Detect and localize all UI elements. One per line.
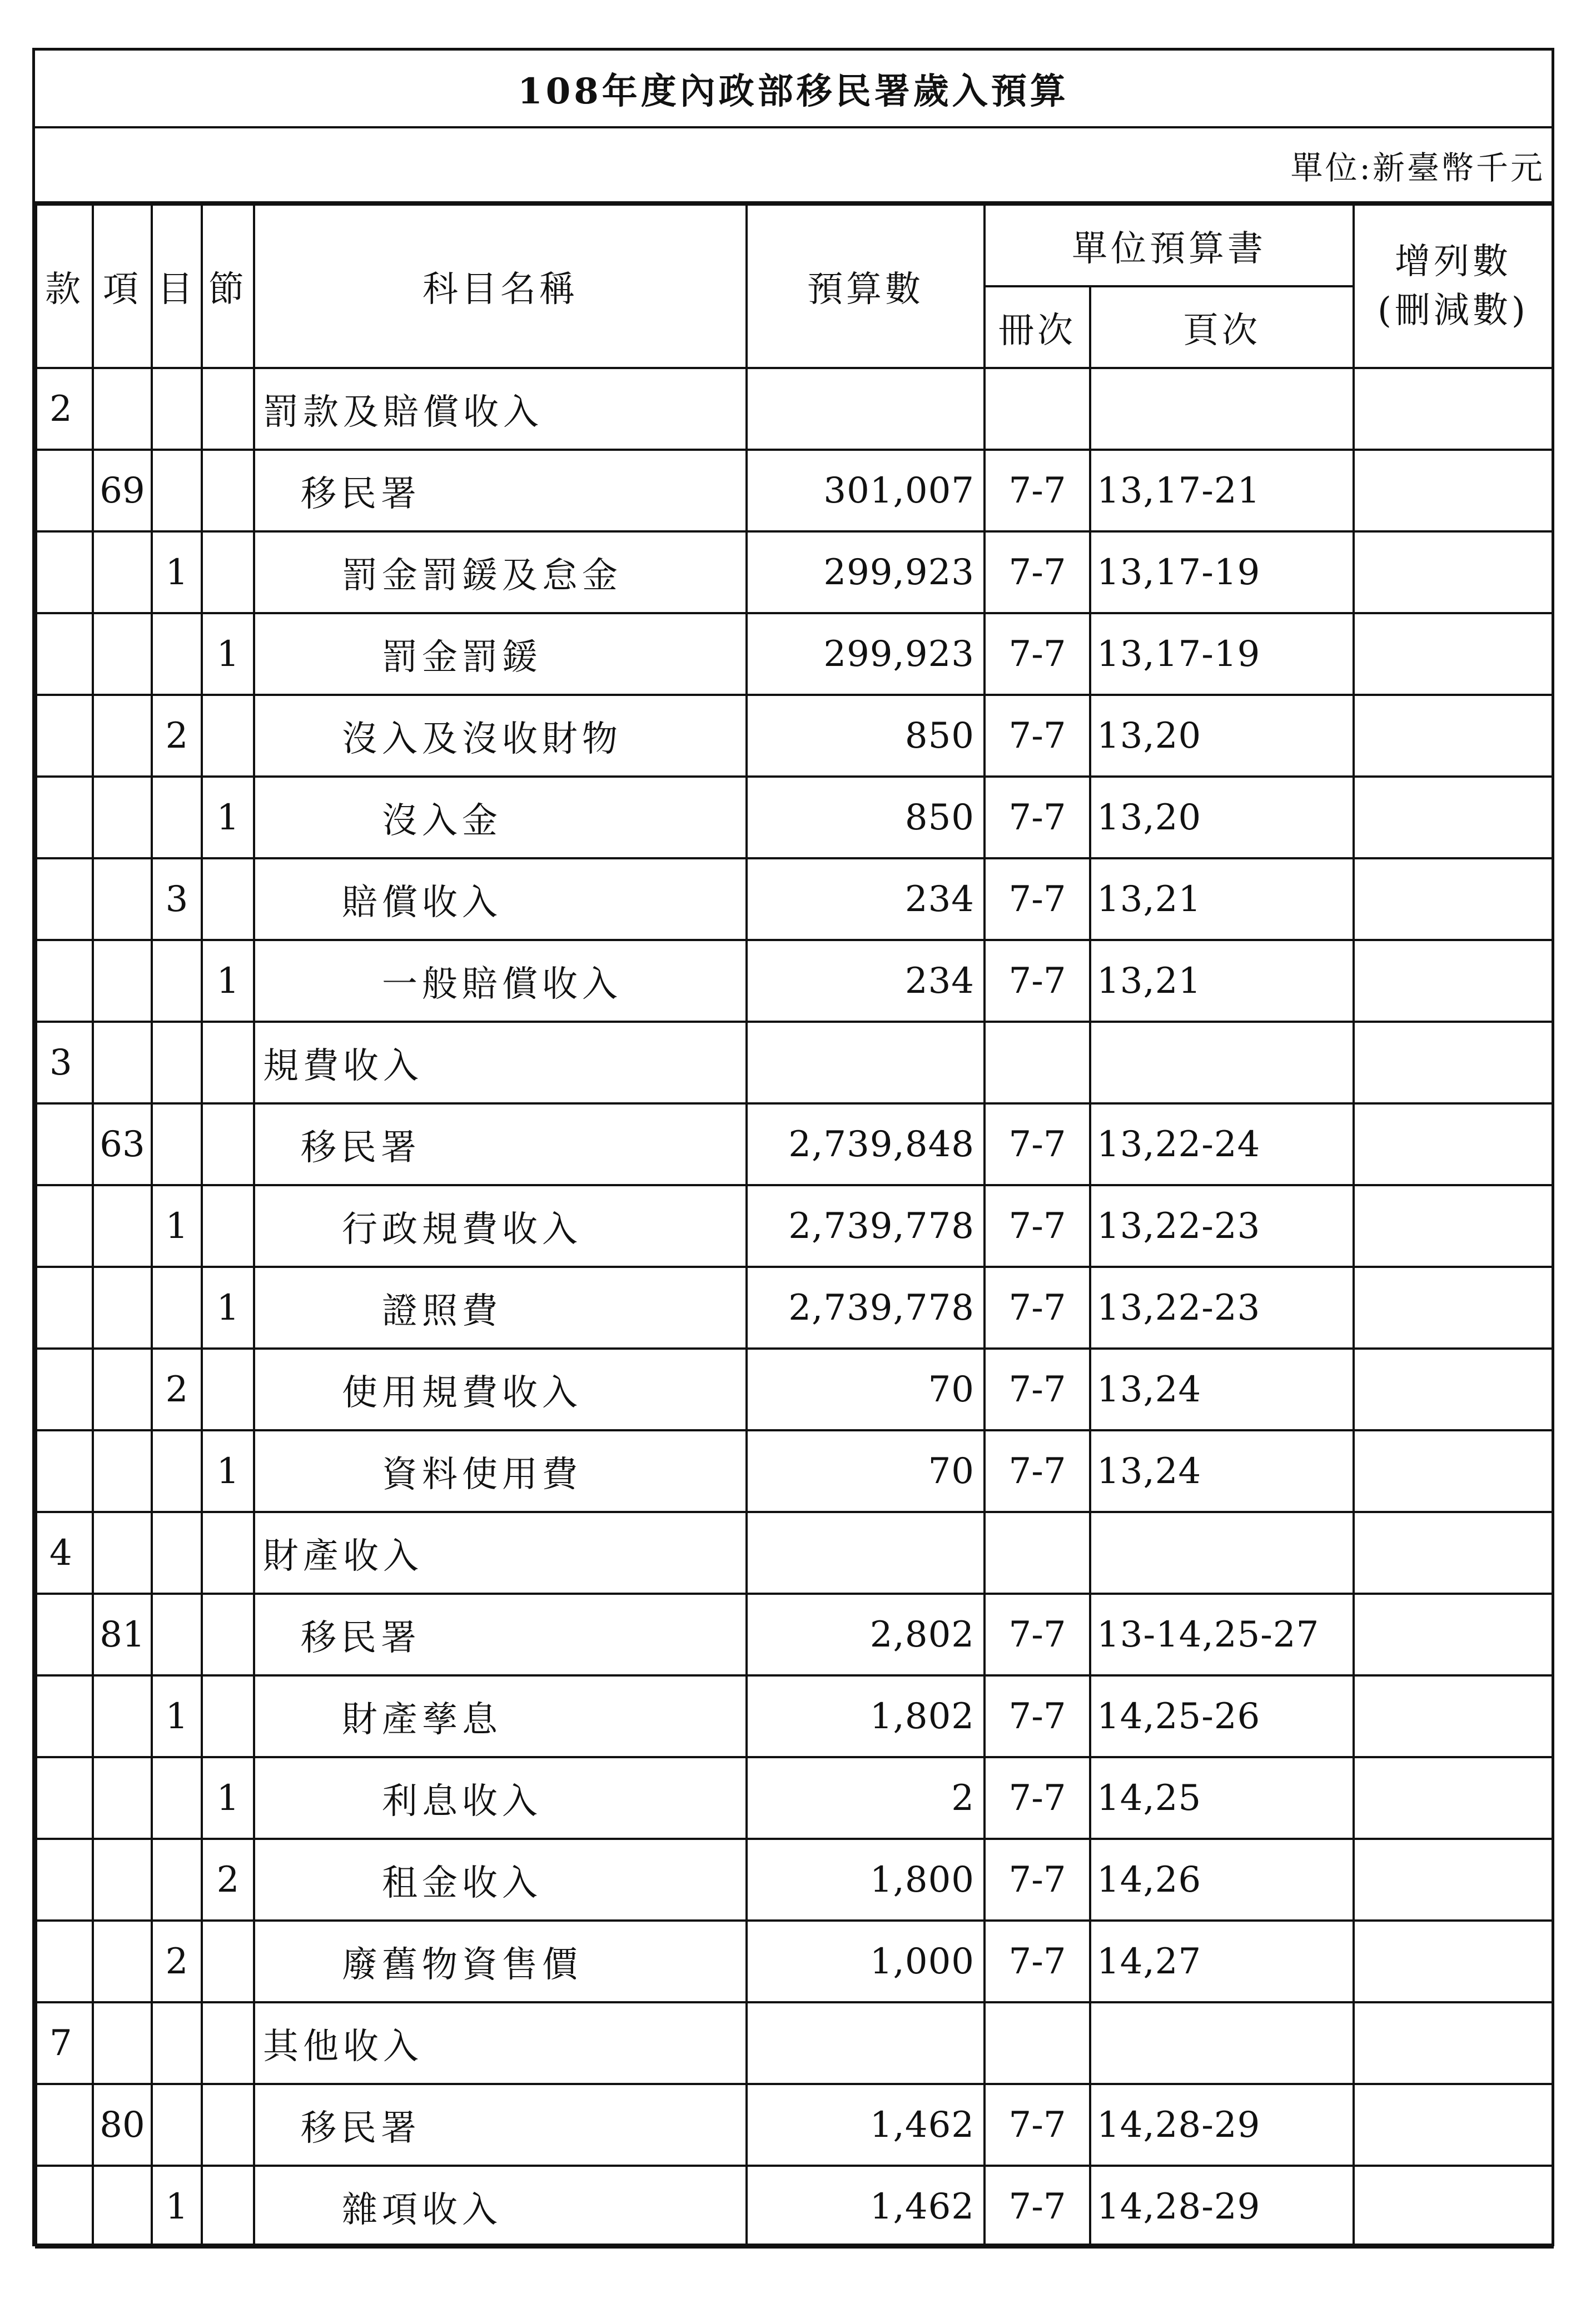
cell-increase bbox=[1354, 858, 1553, 940]
cell-budget: 301,007 bbox=[747, 450, 985, 531]
table-row bbox=[36, 531, 1553, 613]
cell-kuan bbox=[36, 1185, 93, 1267]
cell-xiang: 69 bbox=[93, 450, 152, 531]
cell-budget: 850 bbox=[747, 777, 985, 858]
cell-budget: 234 bbox=[747, 858, 985, 940]
table-row bbox=[36, 1430, 1553, 1512]
cell-volume: 7-7 bbox=[985, 1921, 1090, 2002]
header-increase bbox=[1354, 205, 1553, 368]
cell-kuan bbox=[36, 695, 93, 777]
document-title: 108年度內政部移民署歲入預算 bbox=[35, 51, 1552, 128]
cell-volume: 7-7 bbox=[985, 1103, 1090, 1185]
cell-xiang bbox=[93, 368, 152, 450]
cell-page: 13,21 bbox=[1090, 940, 1354, 1022]
cell-name: 一般賠償收入 bbox=[254, 940, 747, 1022]
cell-volume: 7-7 bbox=[985, 450, 1090, 531]
cell-budget: 1,462 bbox=[747, 2084, 985, 2166]
cell-mu bbox=[152, 450, 202, 531]
cell-name: 罰金罰鍰 bbox=[254, 613, 747, 695]
cell-kuan: 2 bbox=[36, 368, 93, 450]
cell-jie: 1 bbox=[202, 1267, 254, 1349]
cell-budget bbox=[747, 368, 985, 450]
cell-jie bbox=[202, 1185, 254, 1267]
cell-mu: 1 bbox=[152, 1185, 202, 1267]
header-name: 科目名稱 bbox=[254, 205, 747, 368]
header-kuan: 款 bbox=[36, 205, 93, 368]
cell-kuan bbox=[36, 613, 93, 695]
cell-name: 沒入及沒收財物 bbox=[254, 695, 747, 777]
table-row bbox=[36, 1921, 1553, 2002]
cell-page bbox=[1090, 1512, 1354, 1594]
cell-mu: 2 bbox=[152, 695, 202, 777]
cell-name: 資料使用費 bbox=[254, 1430, 747, 1512]
cell-kuan: 4 bbox=[36, 1512, 93, 1594]
cell-kuan bbox=[36, 2084, 93, 2166]
cell-increase bbox=[1354, 1675, 1553, 1757]
header-jie: 節 bbox=[202, 205, 254, 368]
cell-name: 利息收入 bbox=[254, 1757, 747, 1839]
table-row bbox=[36, 2166, 1553, 2247]
header-increase-line2: (刪減數) bbox=[1378, 290, 1529, 331]
cell-page bbox=[1090, 2002, 1354, 2084]
cell-mu bbox=[152, 2084, 202, 2166]
cell-mu: 1 bbox=[152, 531, 202, 613]
cell-jie: 1 bbox=[202, 940, 254, 1022]
cell-budget: 299,923 bbox=[747, 613, 985, 695]
table-row bbox=[36, 858, 1553, 940]
cell-name: 行政規費收入 bbox=[254, 1185, 747, 1267]
cell-volume bbox=[985, 368, 1090, 450]
cell-xiang bbox=[93, 1267, 152, 1349]
cell-xiang bbox=[93, 858, 152, 940]
table-row bbox=[36, 1839, 1553, 1921]
cell-page: 13,20 bbox=[1090, 695, 1354, 777]
cell-jie bbox=[202, 2084, 254, 2166]
cell-xiang bbox=[93, 1921, 152, 2002]
cell-page bbox=[1090, 1022, 1354, 1103]
cell-jie: 1 bbox=[202, 777, 254, 858]
cell-name: 移民署 bbox=[254, 1594, 747, 1675]
header-volume: 冊次 bbox=[985, 286, 1090, 368]
header-budget: 預算數 bbox=[747, 205, 985, 368]
cell-name: 其他收入 bbox=[254, 2002, 747, 2084]
cell-name: 租金收入 bbox=[254, 1839, 747, 1921]
cell-mu: 2 bbox=[152, 1349, 202, 1430]
cell-increase bbox=[1354, 1430, 1553, 1512]
cell-kuan: 3 bbox=[36, 1022, 93, 1103]
table-row bbox=[36, 940, 1553, 1022]
cell-kuan bbox=[36, 777, 93, 858]
cell-xiang bbox=[93, 1839, 152, 1921]
cell-increase bbox=[1354, 1022, 1553, 1103]
table-row bbox=[36, 1512, 1553, 1594]
cell-kuan bbox=[36, 1349, 93, 1430]
cell-name: 證照費 bbox=[254, 1267, 747, 1349]
cell-jie: 1 bbox=[202, 1430, 254, 1512]
cell-kuan bbox=[36, 1921, 93, 2002]
header-page: 頁次 bbox=[1090, 286, 1354, 368]
cell-xiang: 80 bbox=[93, 2084, 152, 2166]
cell-budget bbox=[747, 1512, 985, 1594]
cell-jie bbox=[202, 2002, 254, 2084]
cell-volume: 7-7 bbox=[985, 1757, 1090, 1839]
budget-table bbox=[35, 203, 1554, 2249]
cell-kuan bbox=[36, 531, 93, 613]
cell-mu bbox=[152, 1267, 202, 1349]
cell-page: 13,17-21 bbox=[1090, 450, 1354, 531]
cell-kuan bbox=[36, 450, 93, 531]
cell-page: 13,17-19 bbox=[1090, 613, 1354, 695]
budget-sheet bbox=[32, 48, 1554, 2246]
table-row bbox=[36, 1675, 1553, 1757]
cell-mu bbox=[152, 1022, 202, 1103]
cell-mu bbox=[152, 2002, 202, 2084]
cell-kuan bbox=[36, 2166, 93, 2247]
cell-mu: 1 bbox=[152, 1675, 202, 1757]
cell-mu bbox=[152, 368, 202, 450]
cell-jie: 1 bbox=[202, 613, 254, 695]
cell-mu bbox=[152, 1512, 202, 1594]
cell-page: 13,22-23 bbox=[1090, 1185, 1354, 1267]
cell-budget: 2,739,778 bbox=[747, 1267, 985, 1349]
cell-page: 13,22-24 bbox=[1090, 1103, 1354, 1185]
cell-increase bbox=[1354, 695, 1553, 777]
cell-kuan bbox=[36, 1594, 93, 1675]
cell-jie bbox=[202, 368, 254, 450]
cell-increase bbox=[1354, 1267, 1553, 1349]
cell-budget: 2 bbox=[747, 1757, 985, 1839]
cell-name: 規費收入 bbox=[254, 1022, 747, 1103]
cell-name: 移民署 bbox=[254, 2084, 747, 2166]
cell-budget: 1,000 bbox=[747, 1921, 985, 2002]
cell-volume bbox=[985, 1022, 1090, 1103]
cell-volume: 7-7 bbox=[985, 2166, 1090, 2247]
cell-budget: 70 bbox=[747, 1349, 985, 1430]
cell-kuan bbox=[36, 1839, 93, 1921]
cell-jie bbox=[202, 531, 254, 613]
cell-page: 13,24 bbox=[1090, 1430, 1354, 1512]
cell-page: 13-14,25-27 bbox=[1090, 1594, 1354, 1675]
cell-budget bbox=[747, 2002, 985, 2084]
cell-name: 罰款及賠償收入 bbox=[254, 368, 747, 450]
cell-mu bbox=[152, 1430, 202, 1512]
cell-page: 13,21 bbox=[1090, 858, 1354, 940]
cell-increase bbox=[1354, 1512, 1553, 1594]
cell-page: 13,20 bbox=[1090, 777, 1354, 858]
cell-jie bbox=[202, 695, 254, 777]
cell-volume bbox=[985, 2002, 1090, 2084]
cell-mu bbox=[152, 1594, 202, 1675]
cell-budget: 1,462 bbox=[747, 2166, 985, 2247]
cell-page: 13,17-19 bbox=[1090, 531, 1354, 613]
cell-budget: 2,802 bbox=[747, 1594, 985, 1675]
cell-xiang bbox=[93, 695, 152, 777]
cell-volume: 7-7 bbox=[985, 613, 1090, 695]
cell-increase bbox=[1354, 1103, 1553, 1185]
table-row bbox=[36, 1349, 1553, 1430]
cell-increase bbox=[1354, 1757, 1553, 1839]
cell-volume: 7-7 bbox=[985, 1430, 1090, 1512]
cell-budget: 1,802 bbox=[747, 1675, 985, 1757]
cell-increase bbox=[1354, 2002, 1553, 2084]
cell-name: 使用規費收入 bbox=[254, 1349, 747, 1430]
cell-xiang bbox=[93, 1185, 152, 1267]
cell-volume: 7-7 bbox=[985, 1185, 1090, 1267]
cell-volume: 7-7 bbox=[985, 2084, 1090, 2166]
table-row bbox=[36, 1267, 1553, 1349]
cell-budget: 299,923 bbox=[747, 531, 985, 613]
cell-jie: 2 bbox=[202, 1839, 254, 1921]
cell-jie bbox=[202, 1921, 254, 2002]
table-row bbox=[36, 1022, 1553, 1103]
cell-increase bbox=[1354, 1921, 1553, 2002]
cell-budget: 850 bbox=[747, 695, 985, 777]
cell-xiang bbox=[93, 777, 152, 858]
table-row bbox=[36, 1594, 1553, 1675]
cell-page: 14,28-29 bbox=[1090, 2166, 1354, 2247]
cell-xiang bbox=[93, 2002, 152, 2084]
cell-xiang bbox=[93, 1022, 152, 1103]
table-row bbox=[36, 450, 1553, 531]
cell-kuan bbox=[36, 940, 93, 1022]
cell-xiang: 81 bbox=[93, 1594, 152, 1675]
cell-kuan bbox=[36, 1267, 93, 1349]
cell-jie bbox=[202, 1594, 254, 1675]
unit-note: 單位:新臺幣千元 bbox=[35, 128, 1552, 203]
cell-volume bbox=[985, 1512, 1090, 1594]
cell-name: 移民署 bbox=[254, 1103, 747, 1185]
cell-name: 移民署 bbox=[254, 450, 747, 531]
table-row bbox=[36, 1185, 1553, 1267]
cell-kuan bbox=[36, 1675, 93, 1757]
cell-page: 14,25-26 bbox=[1090, 1675, 1354, 1757]
cell-mu: 2 bbox=[152, 1921, 202, 2002]
header-mu: 目 bbox=[152, 205, 202, 368]
cell-jie bbox=[202, 450, 254, 531]
table-row bbox=[36, 2084, 1553, 2166]
cell-jie: 1 bbox=[202, 1757, 254, 1839]
cell-mu bbox=[152, 777, 202, 858]
cell-xiang bbox=[93, 1512, 152, 1594]
cell-volume: 7-7 bbox=[985, 1839, 1090, 1921]
cell-name: 財產收入 bbox=[254, 1512, 747, 1594]
cell-page: 14,27 bbox=[1090, 1921, 1354, 2002]
cell-page: 14,28-29 bbox=[1090, 2084, 1354, 2166]
cell-volume: 7-7 bbox=[985, 1594, 1090, 1675]
cell-jie bbox=[202, 1512, 254, 1594]
cell-xiang bbox=[93, 2166, 152, 2247]
cell-kuan bbox=[36, 1103, 93, 1185]
cell-mu bbox=[152, 1103, 202, 1185]
cell-budget: 2,739,848 bbox=[747, 1103, 985, 1185]
cell-page: 13,22-23 bbox=[1090, 1267, 1354, 1349]
cell-xiang bbox=[93, 1757, 152, 1839]
cell-volume: 7-7 bbox=[985, 940, 1090, 1022]
cell-jie bbox=[202, 1349, 254, 1430]
cell-volume: 7-7 bbox=[985, 1675, 1090, 1757]
cell-volume: 7-7 bbox=[985, 695, 1090, 777]
cell-budget: 2,739,778 bbox=[747, 1185, 985, 1267]
cell-name: 罰金罰鍰及怠金 bbox=[254, 531, 747, 613]
cell-mu bbox=[152, 1757, 202, 1839]
cell-jie bbox=[202, 1103, 254, 1185]
cell-jie bbox=[202, 1022, 254, 1103]
cell-budget: 70 bbox=[747, 1430, 985, 1512]
cell-increase bbox=[1354, 1185, 1553, 1267]
cell-name: 沒入金 bbox=[254, 777, 747, 858]
table-row bbox=[36, 2002, 1553, 2084]
header-xiang: 項 bbox=[93, 205, 152, 368]
cell-mu bbox=[152, 1839, 202, 1921]
cell-mu bbox=[152, 940, 202, 1022]
cell-jie bbox=[202, 1675, 254, 1757]
cell-increase bbox=[1354, 777, 1553, 858]
table-row bbox=[36, 1757, 1553, 1839]
cell-volume: 7-7 bbox=[985, 1267, 1090, 1349]
cell-name: 雜項收入 bbox=[254, 2166, 747, 2247]
cell-xiang: 63 bbox=[93, 1103, 152, 1185]
cell-kuan: 7 bbox=[36, 2002, 93, 2084]
cell-xiang bbox=[93, 1349, 152, 1430]
header-unit-book: 單位預算書 bbox=[985, 205, 1354, 286]
cell-increase bbox=[1354, 1839, 1553, 1921]
cell-volume: 7-7 bbox=[985, 858, 1090, 940]
cell-jie bbox=[202, 858, 254, 940]
cell-increase bbox=[1354, 613, 1553, 695]
cell-volume: 7-7 bbox=[985, 777, 1090, 858]
cell-budget: 234 bbox=[747, 940, 985, 1022]
cell-name: 賠償收入 bbox=[254, 858, 747, 940]
cell-name: 財產孳息 bbox=[254, 1675, 747, 1757]
cell-increase bbox=[1354, 1349, 1553, 1430]
cell-page: 13,24 bbox=[1090, 1349, 1354, 1430]
cell-mu: 1 bbox=[152, 2166, 202, 2247]
table-row bbox=[36, 695, 1553, 777]
cell-volume: 7-7 bbox=[985, 1349, 1090, 1430]
budget-rows bbox=[36, 368, 1553, 2247]
cell-xiang bbox=[93, 613, 152, 695]
cell-xiang bbox=[93, 1430, 152, 1512]
cell-page bbox=[1090, 368, 1354, 450]
table-row bbox=[36, 613, 1553, 695]
cell-budget bbox=[747, 1022, 985, 1103]
cell-budget: 1,800 bbox=[747, 1839, 985, 1921]
cell-xiang bbox=[93, 1675, 152, 1757]
cell-xiang bbox=[93, 531, 152, 613]
cell-increase bbox=[1354, 940, 1553, 1022]
table-row bbox=[36, 368, 1553, 450]
cell-kuan bbox=[36, 1430, 93, 1512]
table-row bbox=[36, 1103, 1553, 1185]
table-row bbox=[36, 777, 1553, 858]
cell-increase bbox=[1354, 1594, 1553, 1675]
cell-xiang bbox=[93, 940, 152, 1022]
cell-kuan bbox=[36, 1757, 93, 1839]
header-increase-line1: 增列數 bbox=[1395, 241, 1512, 282]
cell-increase bbox=[1354, 450, 1553, 531]
cell-name: 廢舊物資售價 bbox=[254, 1921, 747, 2002]
cell-mu bbox=[152, 613, 202, 695]
cell-increase bbox=[1354, 531, 1553, 613]
cell-page: 14,25 bbox=[1090, 1757, 1354, 1839]
cell-jie bbox=[202, 2166, 254, 2247]
cell-increase bbox=[1354, 2084, 1553, 2166]
cell-increase bbox=[1354, 368, 1553, 450]
cell-volume: 7-7 bbox=[985, 531, 1090, 613]
cell-increase bbox=[1354, 2166, 1553, 2247]
cell-kuan bbox=[36, 858, 93, 940]
cell-mu: 3 bbox=[152, 858, 202, 940]
cell-page: 14,26 bbox=[1090, 1839, 1354, 1921]
